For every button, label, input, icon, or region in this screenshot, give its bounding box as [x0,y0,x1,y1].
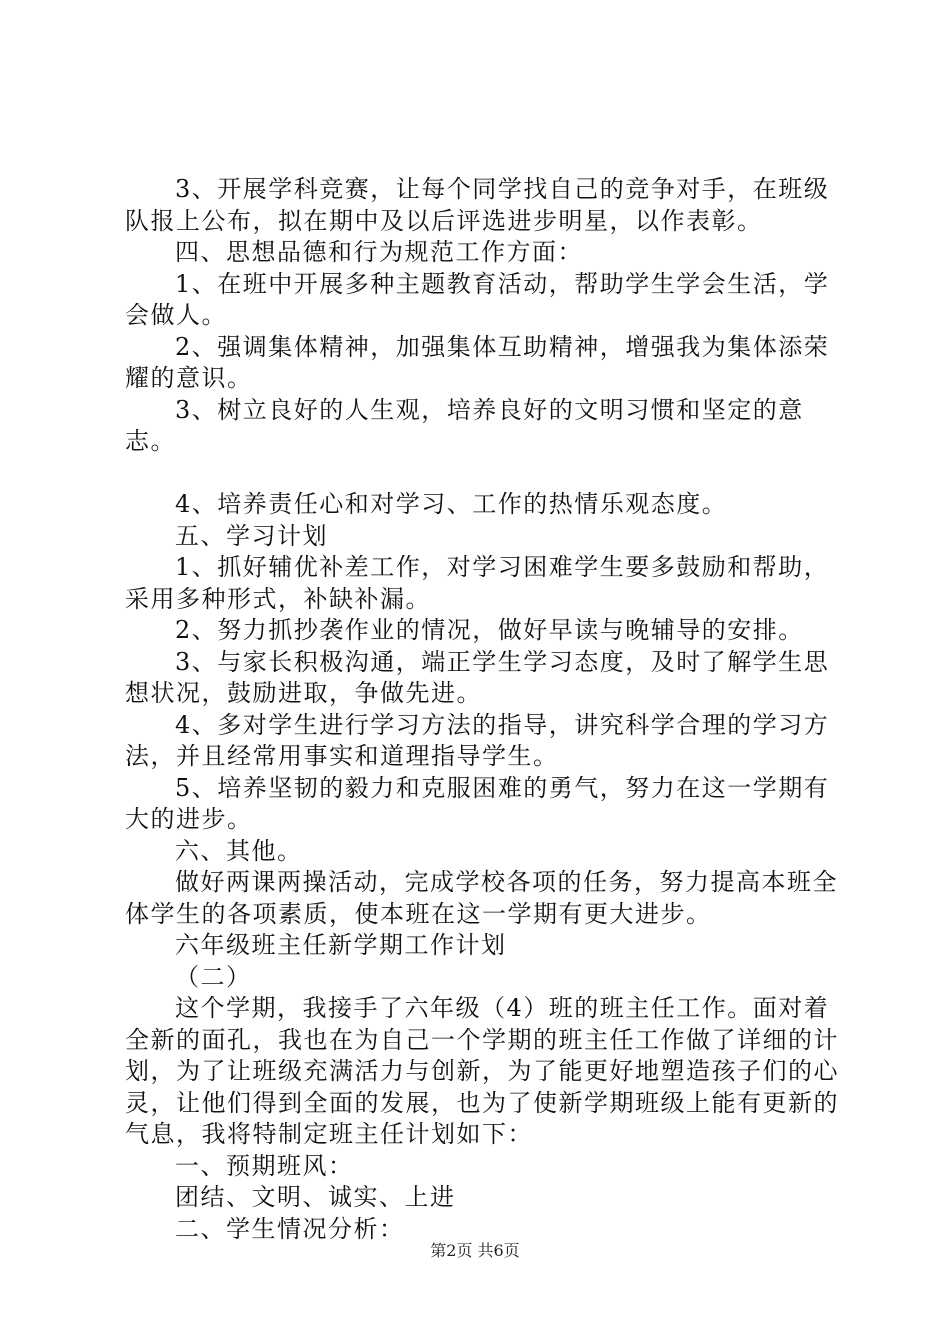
paragraph: 2、努力抓抄袭作业的情况，做好早读与晚辅导的安排。 [175,616,804,644]
paragraph: 3、开展学科竞赛，让每个同学找自己的竞争对手，在班级队报上公布，拟在期中及以后评选进步明星，以作表彰。 [125,175,830,235]
paragraph: 5、培养坚韧的毅力和克服困难的勇气，努力在这一学期有大的进步。 [125,773,830,833]
section-heading: 二、学生情况分析： [175,1214,405,1243]
section-heading: 四、思想品德和行为规范工作方面： [175,238,583,266]
paragraph: 这个学期，我接手了六年级（4）班的班主任工作。面对着全新的面孔，我也在为自己一个学期的班主任工作做了详细的计划，为了让班级充满活力与创新，为了能更好地塑造孩子们的心灵，让他们得到全面的发展，也为了使新学期班级上能有更新的气息，我将特制定班主任计划如下： [125,994,839,1148]
paragraph: 做好两课两操活动，完成学校各项的任务，努力提高本班全体学生的各项素质，使本班在这一学期有更大进步。 [125,868,838,928]
paragraph: 4、培养责任心和对学习、工作的热情乐观态度。 [175,490,728,518]
document-title: 六年级班主任新学期工作计划 [175,931,507,959]
page-number-footer: 第2页 共6页 [430,1241,520,1260]
paragraph: 3、与家长积极沟通，端正学生学习态度，及时了解学生思想状况，鼓励进取，争做先进。 [125,647,830,707]
paragraph: 3、树立良好的人生观，培养良好的文明习惯和坚定的意志。 [125,395,804,455]
section-heading: 一、预期班风： [175,1151,354,1180]
paragraph: 4、多对学生进行学习方法的指导，讲究科学合理的学习方法，并且经常用事实和道理指导学生。 [125,710,830,770]
paragraph: 2、强调集体精神，加强集体互助精神，增强我为集体添荣耀的意识。 [125,332,830,392]
section-heading: 五、学习计划 [175,521,328,550]
section-heading: 六、其他。 [175,836,303,865]
document-body [125,174,845,1245]
paragraph: 团结、文明、诚实、上进 [175,1183,456,1211]
document-subtitle: （二） [175,962,252,991]
paragraph: 1、抓好辅优补差工作，对学习困难学生要多鼓励和帮助，采用多种形式，补缺补漏。 [125,553,830,613]
paragraph: 1、在班中开展多种主题教育活动，帮助学生学会生活，学会做人。 [125,269,830,329]
